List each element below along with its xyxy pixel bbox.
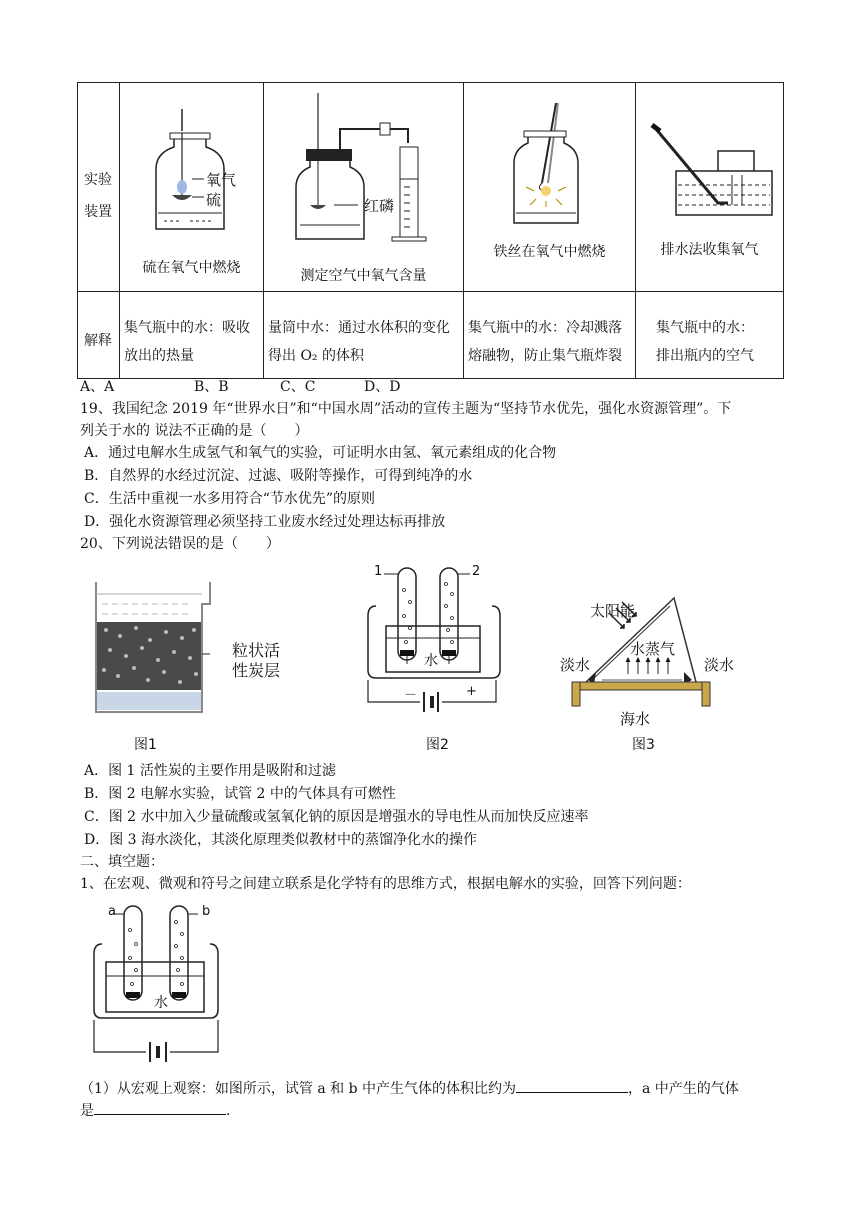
q19-stem-line1: 19、我国纪念 2019 年“世界水日”和“中国水周”活动的宣传主题为“坚持节水优先，强化水资源管理”。下 (80, 401, 732, 417)
explain-water-line1: 集气瓶中的水： (656, 320, 754, 336)
q20-option-a[interactable]: A．图 1 活性炭的主要作用是吸附和过滤 (84, 763, 336, 779)
explain-phosphorus (264, 292, 464, 379)
label-sulfur: 硫 (206, 191, 222, 209)
fig3-caption: 图3 (632, 737, 655, 753)
q18-option-b[interactable]: B、B (194, 379, 229, 395)
fig3-sun-label: 太阳能 (590, 602, 636, 620)
label-red-phosphorus: 红磷 (364, 197, 395, 215)
cell-iron (464, 83, 636, 292)
fig2-plus: + (466, 684, 477, 699)
fig3-sea-label: 海水 (620, 710, 651, 728)
figure2-electrolysis (362, 560, 502, 720)
q18-option-d[interactable]: D、D (364, 379, 401, 395)
fig1-caption: 图1 (134, 737, 157, 753)
fill1-sub1-text1: （1）从宏观上观察：如图所示，试管 a 和 b 中产生气体的体积比约为 (80, 1081, 517, 1097)
q20-option-c[interactable]: C．图 2 水中加入少量硫酸或氢氧化钠的原因是增强水的导电性从而加快反应速率 (84, 809, 589, 825)
row-head-device (78, 83, 120, 292)
fig1-label-line1: 粒状活 (232, 641, 281, 660)
label-oxygen: 氧气 (206, 171, 237, 189)
experiment-table (77, 82, 784, 379)
cell-sulfur (120, 83, 264, 292)
explain-water-displacement (636, 292, 784, 379)
fill1-answer-blank-ratio[interactable] (516, 1078, 628, 1093)
fill1-sub1-end: . (226, 1103, 231, 1119)
caption-water-displacement: 排水法收集氧气 (660, 242, 759, 258)
fill1-sub1-text2: ，a 中产生的气体 (628, 1081, 739, 1097)
fill1-tube-a-label: a (108, 904, 116, 919)
caption-phosphorus: 测定空气中氧气含量 (300, 268, 427, 284)
explain-water-line2: 排出瓶内的空气 (656, 348, 754, 364)
sulfur-apparatus-diagram (120, 83, 264, 243)
fill1-sub1-line2 (80, 1100, 230, 1120)
explain-iron (464, 292, 636, 379)
fill1-sub1-text3: 是 (80, 1103, 94, 1119)
explain-sulfur-line1: 集气瓶中的水：吸收 (124, 320, 250, 336)
fig2-caption: 图2 (426, 737, 449, 753)
water-displacement-diagram (636, 83, 784, 233)
cell-water-displacement (636, 83, 784, 292)
q20-option-b[interactable]: B．图 2 电解水实验，试管 2 中的气体具有可燃性 (84, 786, 396, 802)
fig3-fresh-left: 淡水 (560, 656, 591, 674)
q19-stem-line2: 列关于水的 说法不正确的是（ ） (80, 423, 309, 439)
caption-iron: 铁丝在氧气中燃烧 (493, 244, 606, 260)
q18-option-a[interactable]: A、A (80, 379, 115, 395)
q19-option-a[interactable]: A．通过电解水生成氢气和氧气的实验，可证明水由氢、氧元素组成的化合物 (84, 445, 557, 461)
row-head-line2: 装置 (84, 204, 112, 220)
fig2-tube1-label: 1 (374, 564, 383, 579)
q18-option-c[interactable]: C、C (280, 379, 316, 395)
caption-sulfur: 硫在氧气中燃烧 (142, 260, 241, 276)
section2-title: 二、填空题： (80, 854, 164, 870)
fig2-water-label: 水 (424, 653, 438, 669)
fig1-label-line2: 性炭层 (232, 661, 281, 680)
row-head-explain-text: 解释 (84, 333, 112, 349)
fill1-answer-blank-gas[interactable] (94, 1100, 226, 1115)
explain-sulfur-line2: 放出的热量 (124, 348, 194, 364)
fig3-vapor-label: 水蒸气 (630, 640, 676, 658)
cell-phosphorus (264, 83, 464, 292)
q19-option-c[interactable]: C．生活中重视一水多用符合“节水优先”的原则 (84, 491, 376, 507)
phosphorus-apparatus-diagram (264, 83, 464, 253)
fill1-tube-b-label: b (202, 904, 211, 919)
explain-iron-line1: 集气瓶中的水：冷却溅落 (468, 320, 622, 336)
q20-option-d[interactable]: D．图 3 海水淡化，其淡化原理类似教材中的蒸馏净化水的操作 (84, 832, 478, 848)
q19-option-b[interactable]: B．自然界的水经过沉淀、过滤、吸附等操作，可得到纯净的水 (84, 468, 473, 484)
explain-phosphorus-line2: 得出 O₂ 的体积 (268, 348, 364, 364)
fig3-fresh-right: 淡水 (704, 656, 735, 674)
q19-option-d[interactable]: D．强化水资源管理必须坚持工业废水经过处理达标再排放 (84, 514, 446, 530)
row-head-explain (78, 292, 120, 379)
fill1-sub1-line1 (80, 1078, 739, 1098)
fill1-stem: 1、在宏观、微观和符号之间建立联系是化学特有的思维方式，根据电解水的实验，回答下列问题： (80, 876, 691, 892)
explain-sulfur (120, 292, 264, 379)
fig2-tube2-label: 2 (472, 564, 481, 579)
row-head-line1: 实验 (84, 172, 112, 188)
fig2-minus: － (404, 688, 418, 703)
fill1-water-label: 水 (154, 995, 168, 1011)
explain-iron-line2: 熔融物，防止集气瓶炸裂 (468, 348, 622, 364)
iron-wire-apparatus-diagram (464, 83, 636, 233)
explain-phosphorus-line1: 量筒中水：通过水体积的变化 (268, 320, 450, 336)
fill1-electrolysis-figure (88, 900, 228, 1070)
q20-stem: 20、下列说法错误的是（ ） (80, 536, 280, 552)
figure1-carbon-filter (90, 574, 220, 724)
